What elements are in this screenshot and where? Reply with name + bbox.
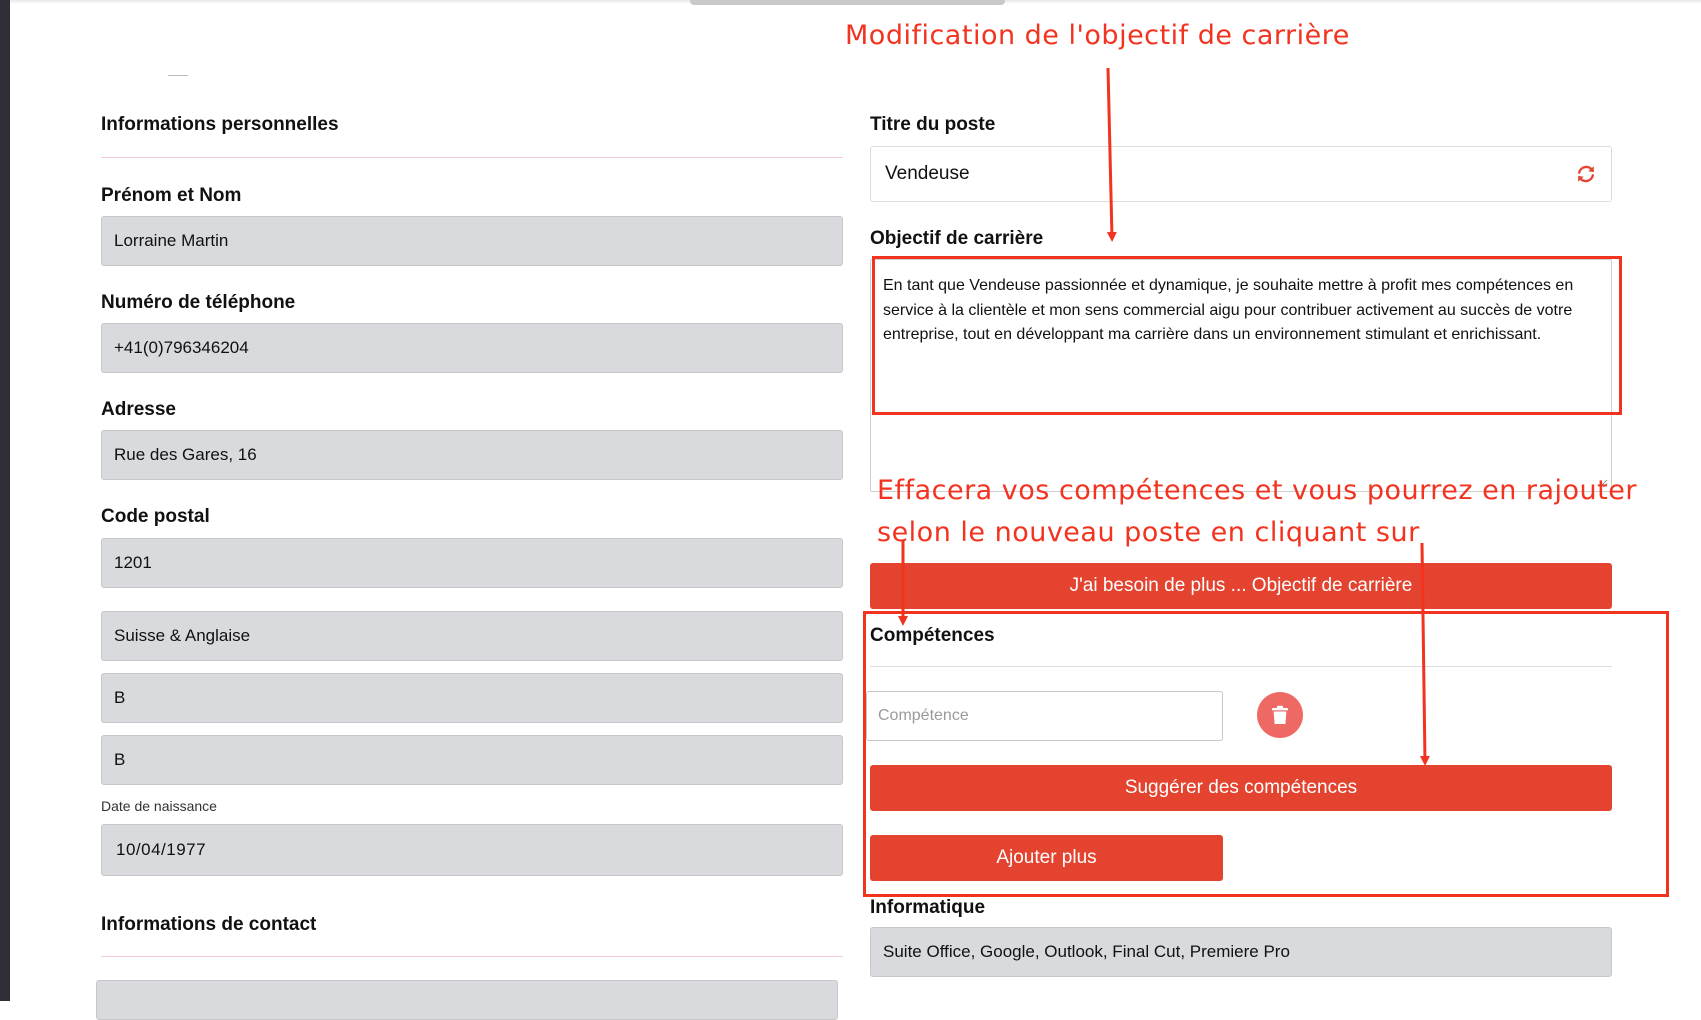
postal-code-field[interactable] bbox=[101, 538, 843, 588]
address-field[interactable] bbox=[101, 430, 843, 480]
nationality-field[interactable] bbox=[101, 611, 843, 661]
annotation-objective-frame bbox=[872, 256, 1622, 415]
license-value: B bbox=[114, 750, 126, 769]
objective-label: Objectif de carrière bbox=[870, 228, 1044, 249]
it-label: Informatique bbox=[870, 897, 986, 918]
phone-value: +41(0)796346204 bbox=[114, 338, 249, 357]
it-value: Suite Office, Google, Outlook, Final Cut, Premiere Pro bbox=[883, 942, 1290, 961]
it-field[interactable] bbox=[870, 927, 1612, 977]
annotation-skills-frame bbox=[863, 611, 1669, 897]
add-more-button[interactable]: Ajouter plus bbox=[870, 835, 1223, 881]
contact-field[interactable] bbox=[96, 980, 838, 1020]
job-title-value: Vendeuse bbox=[885, 163, 970, 184]
divider-mark bbox=[168, 75, 188, 76]
birth-date-field[interactable] bbox=[101, 824, 843, 876]
phone-label: Numéro de téléphone bbox=[101, 292, 296, 313]
contact-section-title: Informations de contact bbox=[101, 914, 317, 935]
permit-value: B bbox=[114, 688, 126, 707]
personal-section-title: Informations personnelles bbox=[101, 114, 339, 135]
name-field[interactable] bbox=[101, 216, 843, 266]
job-title-field[interactable] bbox=[870, 146, 1612, 202]
phone-field[interactable] bbox=[101, 323, 843, 373]
more-objective-button[interactable]: J'ai besoin de plus ... Objectif de carrière bbox=[870, 563, 1612, 609]
annotation-skills-note-line1: Effacera vos compétences et vous pourrez en rajouter bbox=[877, 475, 1637, 506]
permit-field[interactable] bbox=[101, 673, 843, 723]
nationality-value: Suisse & Anglaise bbox=[114, 626, 251, 645]
suggest-skills-button[interactable]: Suggérer des compétences bbox=[870, 765, 1612, 811]
annotation-skills-note-line2: selon le nouveau poste en cliquant sur bbox=[877, 517, 1420, 548]
postal-code-label: Code postal bbox=[101, 506, 210, 527]
annotation-objective-note: Modification de l'objectif de carrière bbox=[845, 20, 1350, 51]
birth-date-label: Date de naissance bbox=[101, 798, 217, 814]
job-title-label: Titre du poste bbox=[870, 114, 996, 135]
refresh-icon[interactable] bbox=[1575, 163, 1597, 185]
name-value: Lorraine Martin bbox=[114, 231, 229, 250]
contact-divider bbox=[101, 956, 843, 957]
personal-divider bbox=[101, 157, 843, 158]
address-value: Rue des Gares, 16 bbox=[114, 445, 257, 464]
name-label: Prénom et Nom bbox=[101, 185, 242, 206]
top-drag-handle[interactable] bbox=[690, 0, 1005, 5]
birth-date-value: 10/04/1977 bbox=[116, 840, 207, 859]
postal-code-value: 1201 bbox=[114, 553, 152, 572]
skills-section-title: Compétences bbox=[870, 625, 995, 646]
address-label: Adresse bbox=[101, 399, 176, 420]
license-field[interactable] bbox=[101, 735, 843, 785]
objective-text: En tant que Vendeuse passionnée et dynamique, je souhaite mettre à profit mes compétences en service à la clientèle et mon sens commercial aigu pour contribuer activement au succès de votre entreprise, tout en développant ma carrière dans un environnement stimulant et enrichissant. bbox=[883, 277, 1574, 343]
window-edge bbox=[0, 0, 10, 1001]
